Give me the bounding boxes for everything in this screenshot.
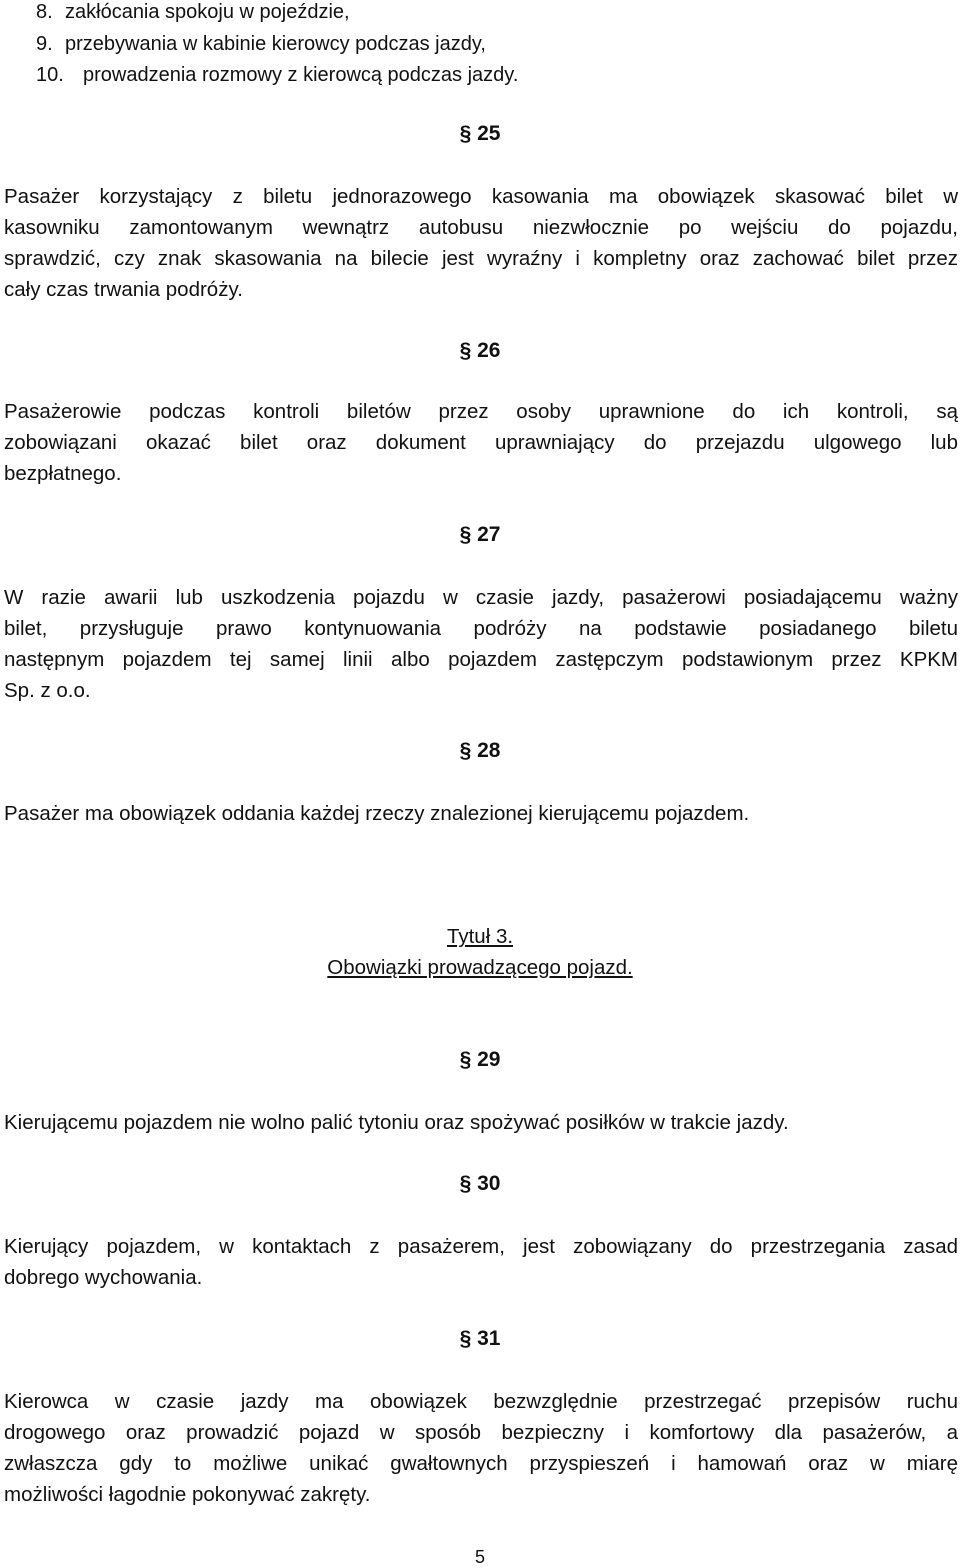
chapter-title-text: Obowiązki prowadzącego pojazd. — [327, 956, 633, 979]
list-item — [36, 0, 350, 24]
paragraph-line: drogowego oraz prowadzić pojazd w sposób bezpieczny i komfortowy dla pasażerów, a — [4, 1421, 958, 1444]
list-number: 10. — [36, 64, 64, 86]
paragraph-line: Kierujący pojazdem, w kontaktach z pasażerem, jest zobowiązany do przestrzegania zasad — [4, 1235, 958, 1258]
list-item — [36, 63, 518, 87]
paragraph-line: W razie awarii lub uszkodzenia pojazdu w czasie jazdy, pasażerowi posiadającemu ważny — [4, 586, 958, 609]
paragraph-line: następnym pojazdem tej samej linii albo pojazdem zastępczym podstawionym przez KPKM — [4, 648, 958, 671]
section-heading-25: § 25 — [459, 122, 501, 145]
section-heading-27: § 27 — [459, 523, 501, 546]
list-text: przebywania w kabinie kierowcy podczas jazdy, — [65, 33, 486, 55]
paragraph-line: Pasażer korzystający z biletu jednorazowego kasowania ma obowiązek skasować bilet w — [4, 185, 958, 208]
section-heading-29: § 29 — [459, 1048, 501, 1071]
section-heading-30: § 30 — [459, 1172, 501, 1195]
paragraph-line: sprawdzić, czy znak skasowania na bilecie jest wyraźny i kompletny oraz zachować bilet przez — [4, 247, 958, 270]
list-number: 8. — [36, 1, 53, 23]
paragraph-line: Pasażer ma obowiązek oddania każdej rzeczy znalezionej kierującemu pojazdem. — [4, 802, 750, 825]
list-text: prowadzenia rozmowy z kierowcą podczas jazdy. — [83, 64, 519, 86]
section-heading-26: § 26 — [459, 339, 501, 362]
paragraph-line: Kierowca w czasie jazdy ma obowiązek bezwzględnie przestrzegać przepisów ruchu — [4, 1390, 958, 1413]
paragraph-line: bilet, przysługuje prawo kontynuowania podróży na podstawie posiadanego biletu — [4, 617, 958, 640]
list-number: 9. — [36, 33, 53, 55]
paragraph-line: cały czas trwania podróży. — [4, 278, 243, 301]
paragraph-line: kasowniku zamontowanym wewnątrz autobusu niezwłocznie po wejściu do pojazdu, — [4, 216, 958, 239]
paragraph-line: zwłaszcza gdy to możliwe unikać gwałtownych przyspieszeń i hamowań oraz w miarę — [4, 1452, 958, 1475]
section-heading-28: § 28 — [459, 739, 501, 762]
paragraph-line: możliwości łagodnie pokonywać zakręty. — [4, 1483, 371, 1506]
chapter-title-number: Tytuł 3. — [446, 925, 514, 948]
paragraph-line: Kierującemu pojazdem nie wolno palić tytoniu oraz spożywać posiłków w trakcie jazdy. — [4, 1111, 789, 1134]
paragraph-line: dobrego wychowania. — [4, 1266, 203, 1289]
page-number: 5 — [474, 1547, 485, 1567]
list-text: zakłócania spokoju w pojeździe, — [65, 1, 350, 23]
paragraph-line: bezpłatnego. — [4, 462, 122, 485]
chapter-subtitle — [0, 953, 960, 983]
paragraph-line: Sp. z o.o. — [4, 679, 91, 702]
section-heading-31: § 31 — [459, 1327, 501, 1350]
paragraph-line: zobowiązani okazać bilet oraz dokument uprawniający do przejazdu ulgowego lub — [4, 431, 958, 454]
chapter-title — [0, 922, 960, 952]
list-item — [36, 32, 486, 56]
paragraph-line: Pasażerowie podczas kontroli biletów przez osoby uprawnione do ich kontroli, są — [4, 400, 958, 423]
